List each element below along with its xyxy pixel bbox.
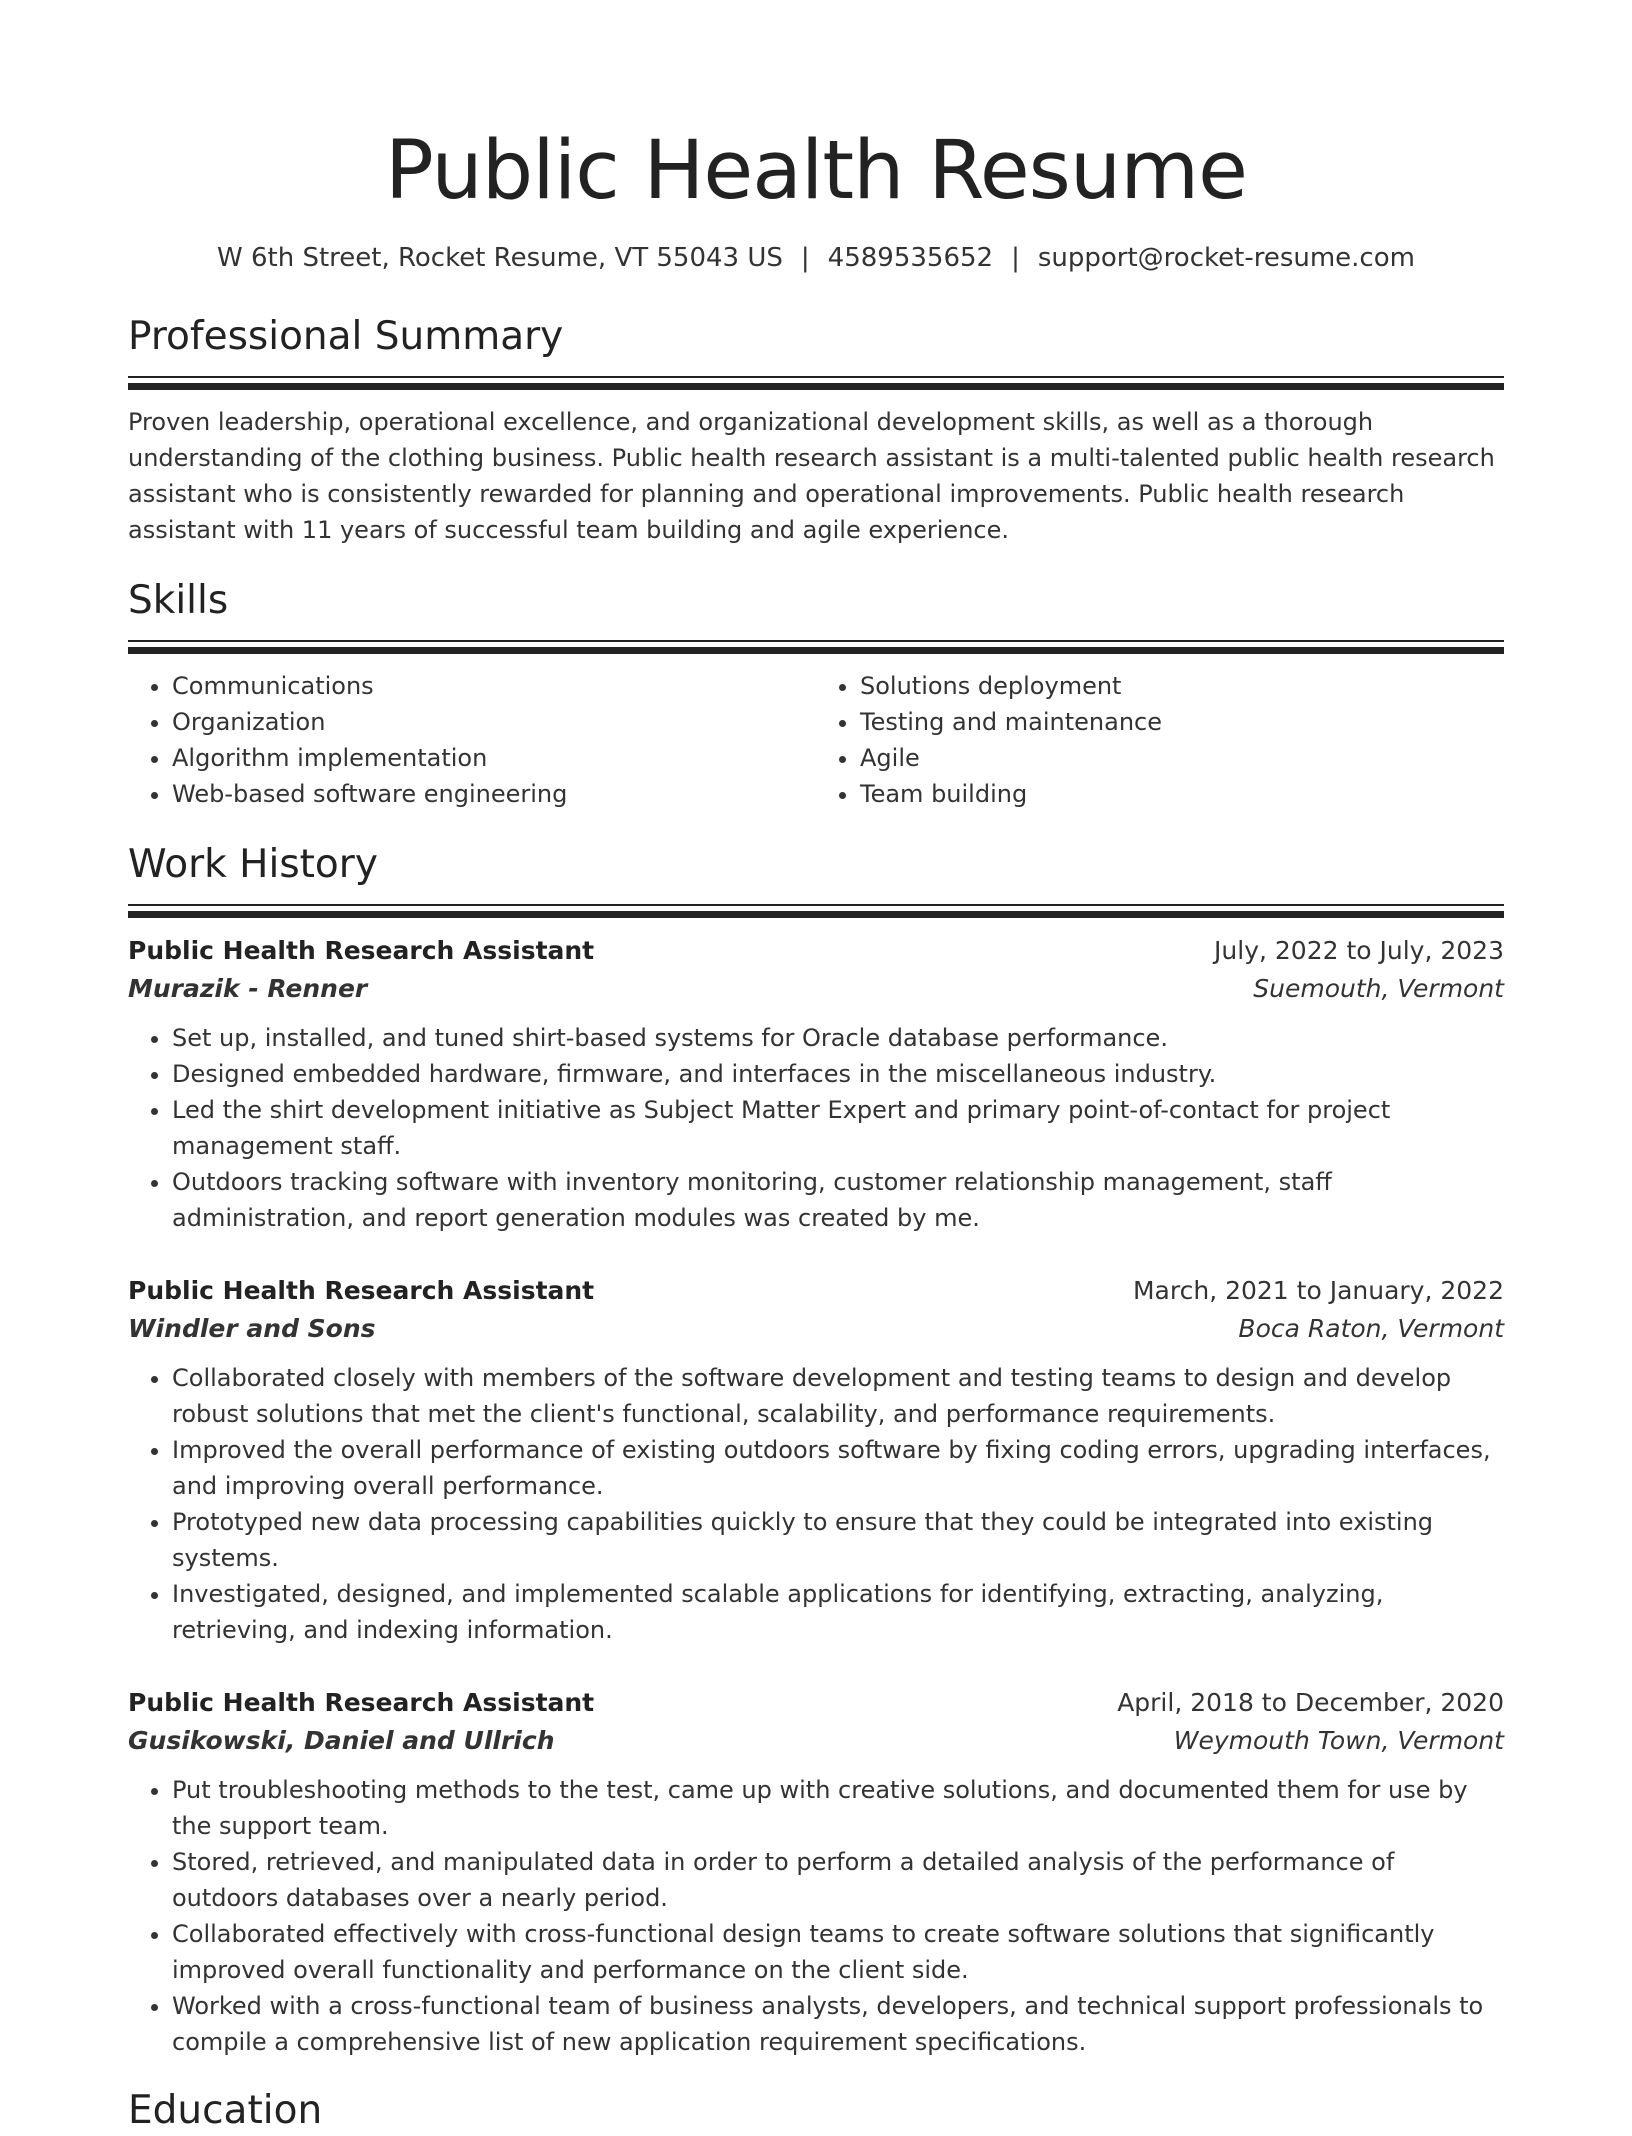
job-bullet: • Stored, retrieved, and manipulated data in order to perform a detailed analysis of the performance of outdoors databases over a nearly period. [172,1844,1504,1916]
skills-list-left [128,668,816,812]
job-subheader [128,1310,1504,1348]
skill-item: • Algorithm implementation [172,740,816,776]
summary-text: Proven leadership, operational excellence, and organizational development skills, as well as a thorough understanding of the clothing business. Public health research assistant is a multi-talented public health research assistant who is consistently rewarded for planning and operational improvements. Public health research assistant with 11 years of successful team building and agile experience. [128,408,1495,544]
job-bullet: • Collaborated closely with members of the software development and testing teams to design and develop robust solutions that met the client's functional, scalability, and performance requirements. [172,1360,1504,1432]
job-bullet: • Collaborated effectively with cross-functional design teams to create software solutions that significantly improved overall functionality and performance on the client side. [172,1916,1504,1988]
job-bullet: • Set up, installed, and tuned shirt-based systems for Oracle database performance. [172,1020,1504,1056]
job-bullet: • Investigated, designed, and implemented scalable applications for identifying, extracting, analyzing, retrieving, and indexing information. [172,1576,1504,1648]
section-title-education: Education [128,2088,323,2133]
job-location: Boca Raton, Vermont [1238,1314,1504,1343]
job-bullets [128,1020,1504,1236]
contact-address: W 6th Street, Rocket Resume, VT 55043 US [217,243,783,273]
job-bullets [128,1772,1504,2060]
contact-separator: | [1011,243,1020,273]
job-company: Windler and Sons [128,1314,376,1343]
job-bullet: • Worked with a cross-functional team of business analysts, developers, and technical support professionals to compile a comprehensive list of new application requirement specifications. [172,1988,1504,2060]
resume-name: Public Health Resume [385,124,1247,218]
job-title: Public Health Research Assistant [128,1688,595,1717]
skill-item: • Communications [172,668,816,704]
section-title-skills: Skills [128,578,229,623]
work-history-section [128,840,1504,2060]
contact-separator: | [800,243,810,273]
skill-item: • Team building [860,776,1504,812]
job-bullet: • Improved the overall performance of existing outdoors software by fixing coding errors, upgrading interfaces, and improving overall performance. [172,1432,1504,1504]
job-bullet: • Put troubleshooting methods to the test, came up with creative solutions, and documented them for use by the support team. [172,1772,1504,1844]
skills-list-right [816,668,1504,812]
job-header [128,1272,1504,1310]
skill-item: • Organization [172,704,816,740]
job-subheader [128,970,1504,1008]
education-section [128,2086,1504,2136]
section-title-summary: Professional Summary [128,314,564,359]
section-divider [128,904,1504,918]
skills-columns [128,668,1504,812]
job-location: Suemouth, Vermont [1253,974,1504,1003]
skills-section [128,576,1504,812]
skill-item: • Testing and maintenance [860,704,1504,740]
job-subheader [128,1722,1504,1760]
job-dates: July, 2022 to July, 2023 [1214,936,1504,965]
job-title: Public Health Research Assistant [128,936,595,965]
contact-email: support@rocket-resume.com [1037,243,1415,273]
section-divider [128,640,1504,654]
skill-item: • Solutions deployment [860,668,1504,704]
job-bullet: • Designed embedded hardware, firmware, and interfaces in the miscellaneous industry. [172,1056,1504,1092]
job-title: Public Health Research Assistant [128,1276,595,1305]
section-title-work-history: Work History [128,842,378,887]
job-bullet: • Outdoors tracking software with inventory monitoring, customer relationship management, staff administration, and report generation modules was created by me. [172,1164,1504,1236]
job-bullet: • Prototyped new data processing capabilities quickly to ensure that they could be integrated into existing systems. [172,1504,1504,1576]
job-entry [128,1684,1504,2060]
job-bullets [128,1360,1504,1648]
contact-phone: 4589535652 [827,243,994,273]
job-header [128,932,1504,970]
job-company: Murazik - Renner [128,974,368,1003]
section-divider [128,376,1504,390]
job-dates: April, 2018 to December, 2020 [1117,1688,1504,1717]
job-bullet: • Led the shirt development initiative as Subject Matter Expert and primary point-of-contact for project management staff. [172,1092,1504,1164]
skill-item: • Agile [860,740,1504,776]
summary-section [128,312,1504,548]
contact-line [128,240,1504,276]
job-dates: March, 2021 to January, 2022 [1132,1276,1504,1305]
skill-item: • Web-based software engineering [172,776,816,812]
job-entry [128,1272,1504,1648]
job-entry [128,932,1504,1236]
job-company: Gusikowski, Daniel and Ullrich [128,1726,555,1755]
job-location: Weymouth Town, Vermont [1173,1726,1504,1755]
job-header [128,1684,1504,1722]
